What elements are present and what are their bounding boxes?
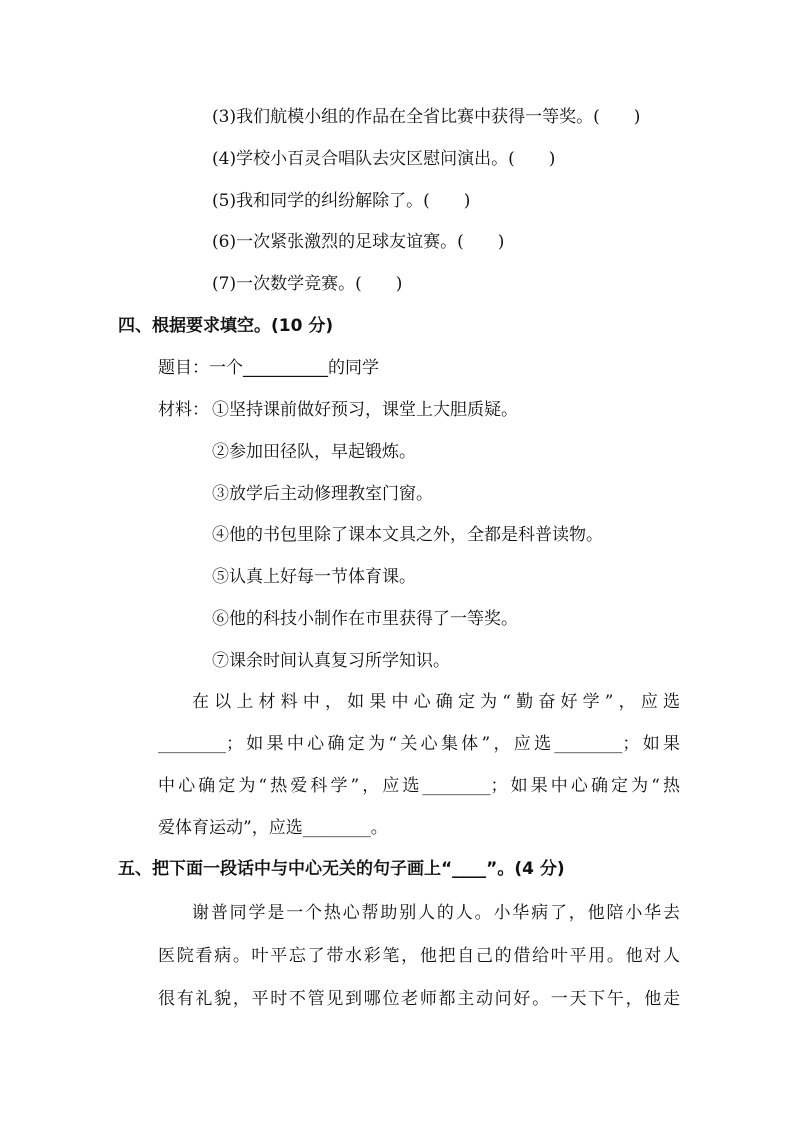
material-1: ①坚持课前做好预习，课堂上大胆质疑。 <box>212 400 518 420</box>
material-5: ⑤认真上好每一节体育课。 <box>212 567 416 587</box>
material-3: ③放学后主动修理教室门窗。 <box>212 484 433 504</box>
material-2: ②参加田径队，早起锻炼。 <box>212 442 416 462</box>
item-6: (6)一次紧张激烈的足球友谊赛。( ) <box>212 232 505 252</box>
section-5-paragraph-line-3: 很有礼貌，平时不管见到哪位老师都主动问好。一天下午，他走 <box>158 989 680 1009</box>
section-4-heading: 四、根据要求填空。(10 分) <box>118 316 334 336</box>
item-7: (7)一次数学竞赛。( ) <box>212 274 403 294</box>
section-4-paragraph-line-1: 在以上材料中，如果中心确定为“勤奋好学”，应选 <box>192 692 680 712</box>
section-4-paragraph-line-2: ________；如果中心确定为“关心集体”，应选________；如果 <box>158 734 680 754</box>
item-4: (4)学校小百灵合唱队去灾区慰问演出。( ) <box>212 149 556 169</box>
section-4-paragraph-line-4: 爱体育运动”，应选________。 <box>158 818 388 838</box>
item-5: (5)我和同学的纠纷解除了。( ) <box>212 191 471 211</box>
material-7: ⑦课余时间认真复习所学知识。 <box>212 651 450 671</box>
section-5-heading: 五、把下面一段话中与中心无关的句子画上“____”。(4 分) <box>118 859 565 879</box>
material-6: ⑥他的科技小制作在市里获得了一等奖。 <box>212 609 518 629</box>
item-3: (3)我们航模小组的作品在全省比赛中获得一等奖。( ) <box>212 107 641 127</box>
section-5-paragraph-line-1: 谢普同学是一个热心帮助别人的人。小华病了，他陪小华去 <box>192 903 680 923</box>
section-4-paragraph-line-3: 中心确定为“热爱科学”，应选________；如果中心确定为“热 <box>158 776 680 796</box>
topic-line: 题目：一个__________的同学 <box>158 358 379 378</box>
materials-label: 材料： <box>158 400 209 420</box>
material-4: ④他的书包里除了课本文具之外，全都是科普读物。 <box>212 525 603 545</box>
section-5-paragraph-line-2: 医院看病。叶平忘了带水彩笔，他把自己的借给叶平用。他对人 <box>158 946 680 966</box>
